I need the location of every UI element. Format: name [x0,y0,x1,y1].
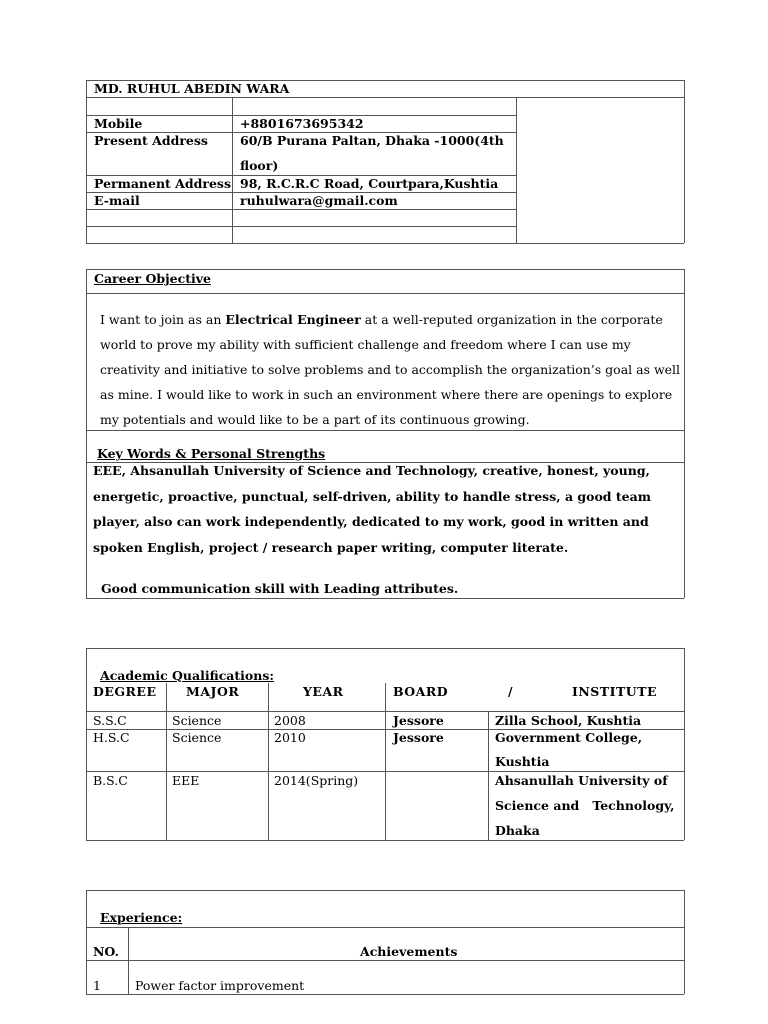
hsc-year: 2010 [274,730,306,745]
email-label: E-mail [94,193,140,208]
career-objective-text [100,307,680,432]
career-text-role: Electrical Engineer [225,312,361,327]
experience-achievements-header: Achievements [360,944,458,959]
career-text-line-1a: I want to join as an [100,312,226,327]
career-text-line-2: world to prove my ability with sufficient challenge and freedom where I can use my [100,337,631,352]
bsc-institute-2: Science and Technology, [495,798,675,813]
header-institute: INSTITUTE [572,684,657,699]
hsc-board: Jessore [393,730,444,745]
present-address-value-2: floor) [240,158,279,173]
keywords-line-3: player, also can work independently, dedicated to my work, good in written and [93,514,649,529]
academic-title: Academic Qualifications: [100,668,275,683]
hsc-degree: H.S.C [93,730,130,745]
present-address-label: Present Address [94,133,208,148]
header-year: YEAR [303,684,344,699]
ssc-institute: Zilla School, Kushtia [495,713,642,728]
present-address-value-1: 60/B Purana Paltan, Dhaka -1000(4th [240,133,504,148]
keywords-title: Key Words & Personal Strengths [97,446,326,461]
keywords-text [93,458,681,560]
candidate-name: MD. RUHUL ABEDIN WARA [94,81,290,96]
keywords-line-4: spoken English, project / research paper writing, computer literate. [93,539,569,555]
keywords-line-2: energetic, proactive, punctual, self-driven, ability to handle stress, a good team [93,488,651,504]
experience-row-no: 1 [93,978,101,993]
ssc-year: 2008 [274,713,306,728]
ssc-degree: S.S.C [93,713,127,728]
career-text-line-5: my potentials and would like to be a part of its continuous growing. [100,412,530,427]
bsc-institute-1: Ahsanullah University of [495,773,668,788]
header-major: MAJOR [186,684,240,699]
email-value: ruhulwara@gmail.com [240,193,398,208]
permanent-address-label: Permanent Address [94,176,231,191]
hsc-institute-2: Kushtia [495,754,550,769]
bsc-degree: B.S.C [93,773,128,788]
mobile-value: +8801673695342 [240,116,364,131]
bsc-major: EEE [172,773,200,788]
hsc-institute-1: Government College, [495,730,643,745]
header-board: BOARD [393,684,449,699]
career-objective-title: Career Objective [94,271,211,286]
permanent-address-value: 98, R.C.R.C Road, Courtpara,Kushtia [240,176,499,191]
bsc-year: 2014(Spring) [274,773,359,788]
career-text-line-1b: at a well-reputed organization in the corporate [360,312,663,327]
ssc-major: Science [172,713,222,728]
ssc-board: Jessore [393,713,444,728]
header-degree: DEGREE [93,684,157,699]
header-slash: / [508,684,513,699]
career-text-line-3: creativity and initiative to solve problems and to accomplish the organization’s goal as well [100,362,681,377]
keywords-line-1: EEE, Ahsanullah University of Science and Technology, creative, honest, young, [93,463,650,478]
keywords-line-5: Good communication skill with Leading attributes. [101,581,459,596]
career-text-line-4: as mine. I would like to work in such an environment where there are openings to explore [100,387,673,402]
bsc-institute-3: Dhaka [495,823,540,838]
experience-no-header: NO. [93,944,119,959]
mobile-label: Mobile [94,116,143,131]
hsc-major: Science [172,730,222,745]
experience-row-text: Power factor improvement [135,978,305,993]
experience-title: Experience: [100,910,183,925]
